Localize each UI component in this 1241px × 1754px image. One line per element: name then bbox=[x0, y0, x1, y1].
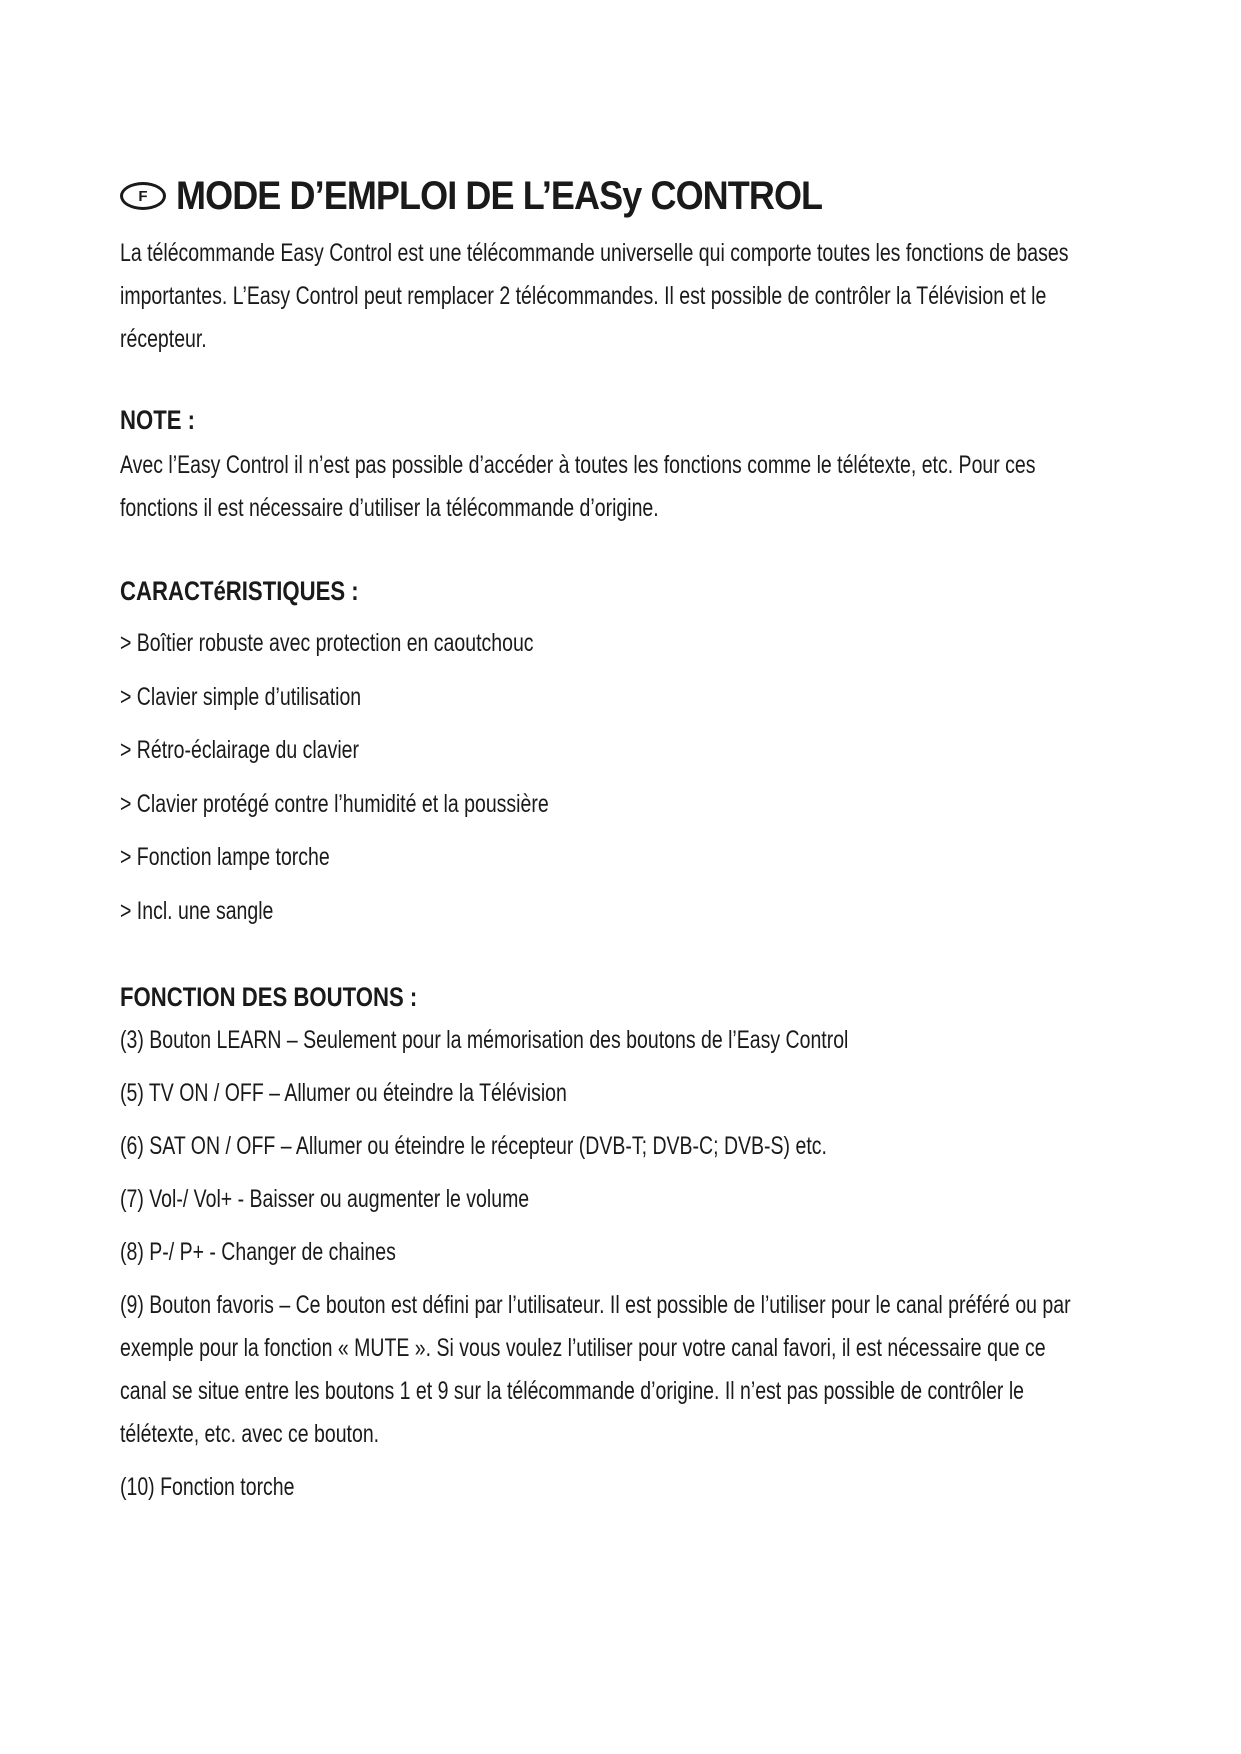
list-item: (8) P-/ P+ - Changer de chaines bbox=[120, 1238, 396, 1266]
list-item: > Boîtier robuste avec protection en caoutchouc bbox=[120, 629, 534, 657]
intro-paragraph: La télécommande Easy Control est une télécommande universelle qui comporte toutes les fonctions de bases importantes. L’Easy Control peut remplacer 2 télécommandes. Il est possible de contrôler la Télévision et le récepteur. bbox=[120, 239, 1069, 353]
list-item: > Incl. une sangle bbox=[120, 896, 274, 925]
list-item: > Rétro-éclairage du clavier bbox=[120, 736, 359, 764]
boutons-heading: FONCTION DES BOUTONS : bbox=[120, 982, 418, 1012]
note-heading: NOTE : bbox=[120, 405, 196, 435]
caracteristiques-heading: CARACTéRISTIQUES : bbox=[120, 576, 359, 606]
list-item: (6) SAT ON / OFF – Allumer ou éteindre le récepteur (DVB-T; DVB-C; DVB-S) etc. bbox=[120, 1132, 827, 1160]
note-paragraph: Avec l’Easy Control il n’est pas possible d’accéder à toutes les fonctions comme le télétexte, etc. Pour ces fonctions il est nécessaire d’utiliser la télécommande d’origine. bbox=[120, 451, 1036, 522]
page-title: MODE D’EMPLOI DE L’EASy CONTROL bbox=[176, 173, 823, 218]
caracteristiques-list bbox=[120, 617, 1080, 938]
language-badge: F bbox=[120, 182, 166, 210]
list-item: (3) Bouton LEARN – Seulement pour la mémorisation des boutons de l’Easy Control bbox=[120, 1026, 849, 1054]
title-row bbox=[120, 168, 1080, 224]
list-item: (10) Fonction torche bbox=[120, 1473, 295, 1501]
boutons-list bbox=[120, 1019, 1080, 1509]
document-content bbox=[120, 168, 1080, 1519]
list-item: (5) TV ON / OFF – Allumer ou éteindre la Télévision bbox=[120, 1079, 567, 1107]
list-item: > Clavier simple d’utilisation bbox=[120, 682, 362, 711]
list-item: > Clavier protégé contre l’humidité et la poussière bbox=[120, 789, 549, 818]
list-item: > Fonction lampe torche bbox=[120, 843, 330, 871]
list-item: (9) Bouton favoris – Ce bouton est défini par l’utilisateur. Il est possible de l’utiliser pour le canal préféré ou par exemple pour la fonction « MUTE ». Si vous voulez l’utiliser pour votre canal favori, il est nécessaire que ce canal se situe entre les boutons 1 et 9 sur la télécommande d’origine. Il n’est pas possible de contrôler le télétexte, etc. avec ce bouton. bbox=[120, 1291, 1071, 1448]
list-item: (7) Vol-/ Vol+ - Baisser ou augmenter le volume bbox=[120, 1185, 530, 1213]
